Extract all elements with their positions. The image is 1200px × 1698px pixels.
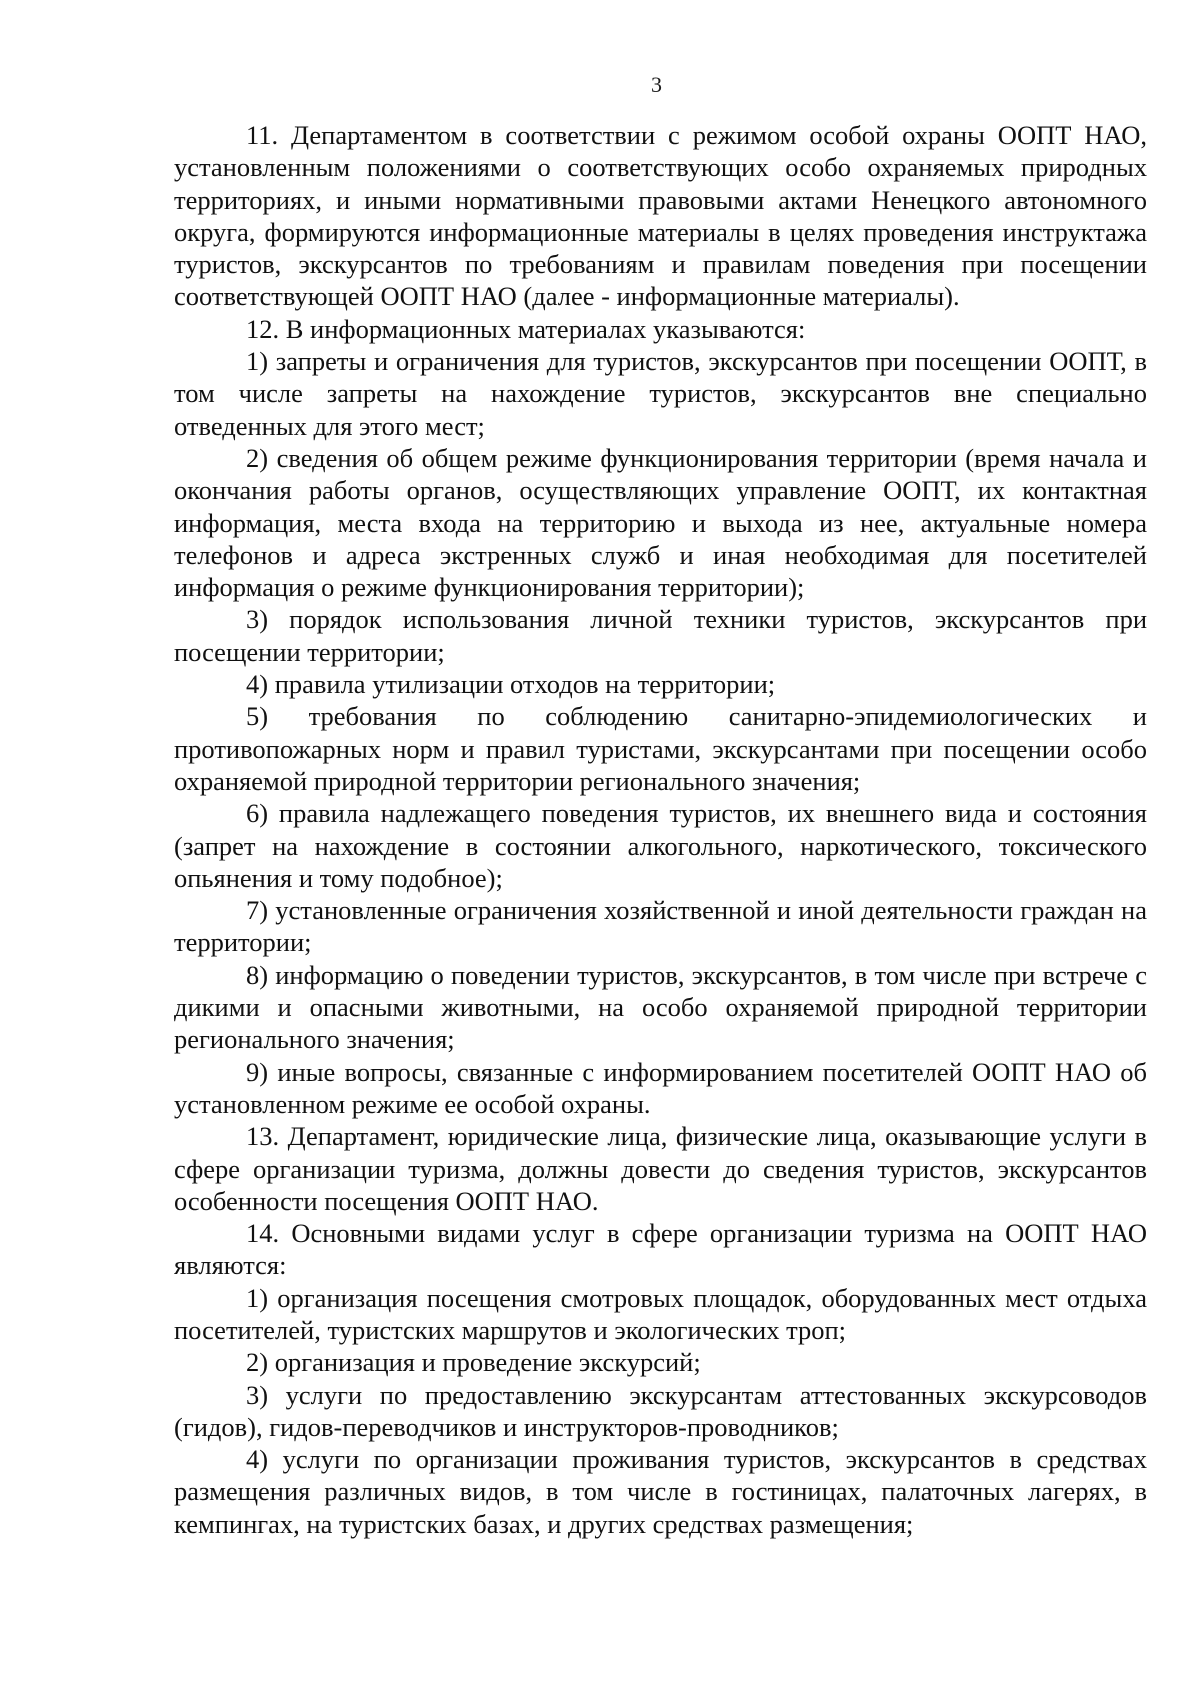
paragraph-13: 13. Департамент, юридические лица, физические лица, оказывающие услуги в сфере организации туризма, должны довести до сведения туристов, экскурсантов особенности посещения ООПТ НАО. [174,1121,1147,1216]
paragraph-14-item-2: 2) организация и проведение экскурсий; [246,1347,701,1378]
paragraph-12-item-8: 8) информацию о поведении туристов, экскурсантов, в том числе при встрече с дикими и опасными животными, на особо охраняемой природной территории регионального значения; [174,959,1147,1055]
page-number: 3 [651,72,662,97]
paragraph-12-item-7: 7) установленные ограничения хозяйственной и иной деятельности граждан на территории; [174,895,1147,958]
paragraph-14-item-3: 3) услуги по предоставлению экскурсантам аттестованных экскурсоводов (гидов), гидов-переводчиков и инструкторов-проводников; [174,1379,1147,1442]
paragraph-12-item-2: 2) сведения об общем режиме функционирования территории (время начала и окончания работы органов, осуществляющих управление ООПТ, их контактная информация, места входа на территорию и выхода из нее, актуальные номера телефонов и адреса экстренных служб и иная необходимая для посетителей информация о режиме функционирования территории); [174,442,1147,603]
paragraph-11: 11. Департаментом в соответствии с режимом особой охраны ООПТ НАО, установленным положениями о соответствующих особо охраняемых природных территориях, и иными нормативными правовыми актами Ненецкого автономного округа, формируются информационные материалы в целях проведения инструктажа туристов, экскурсантов по требованиям и правилам поведения при посещении соответствующей ООПТ НАО (далее - информационные материалы). [174,120,1147,312]
paragraph-12-item-1: 1) запреты и ограничения для туристов, экскурсантов при посещении ООПТ, в том числе запреты на нахождение туристов, экскурсантов вне специально отведенных для этого мест; [174,346,1147,441]
paragraph-12-item-3: 3) порядок использования личной техники туристов, экскурсантов при посещении территории; [174,604,1147,667]
paragraph-14-item-1: 1) организация посещения смотровых площадок, оборудованных мест отдыха посетителей, туристских маршрутов и экологических троп; [174,1282,1147,1345]
paragraph-14: 14. Основными видами услуг в сфере организации туризма на ООПТ НАО являются: [174,1218,1147,1281]
paragraph-12-item-4: 4) правила утилизации отходов на территории; [246,669,776,700]
paragraph-14-item-4: 4) услуги по организации проживания туристов, экскурсантов в средствах размещения различных видов, в том числе в гостиницах, палаточных лагерях, в кемпингах, на туристских базах, и других средствах размещения; [174,1444,1147,1539]
paragraph-12: 12. В информационных материалах указываются: [246,313,806,344]
paragraph-12-item-6: 6) правила надлежащего поведения туристов, их внешнего вида и состояния (запрет на нахождение в состоянии алкогольного, наркотического, токсического опьянения и тому подобное); [174,798,1147,893]
paragraph-12-item-9: 9) иные вопросы, связанные с информированием посетителей ООПТ НАО об установленном режиме ее особой охраны. [174,1056,1147,1119]
document-body [174,119,1147,1540]
paragraph-12-item-5: 5) требования по соблюдению санитарно-эпидемиологических и противопожарных норм и правил туристами, экскурсантами при посещении особо охраняемой природной территории регионального значения; [174,701,1147,796]
